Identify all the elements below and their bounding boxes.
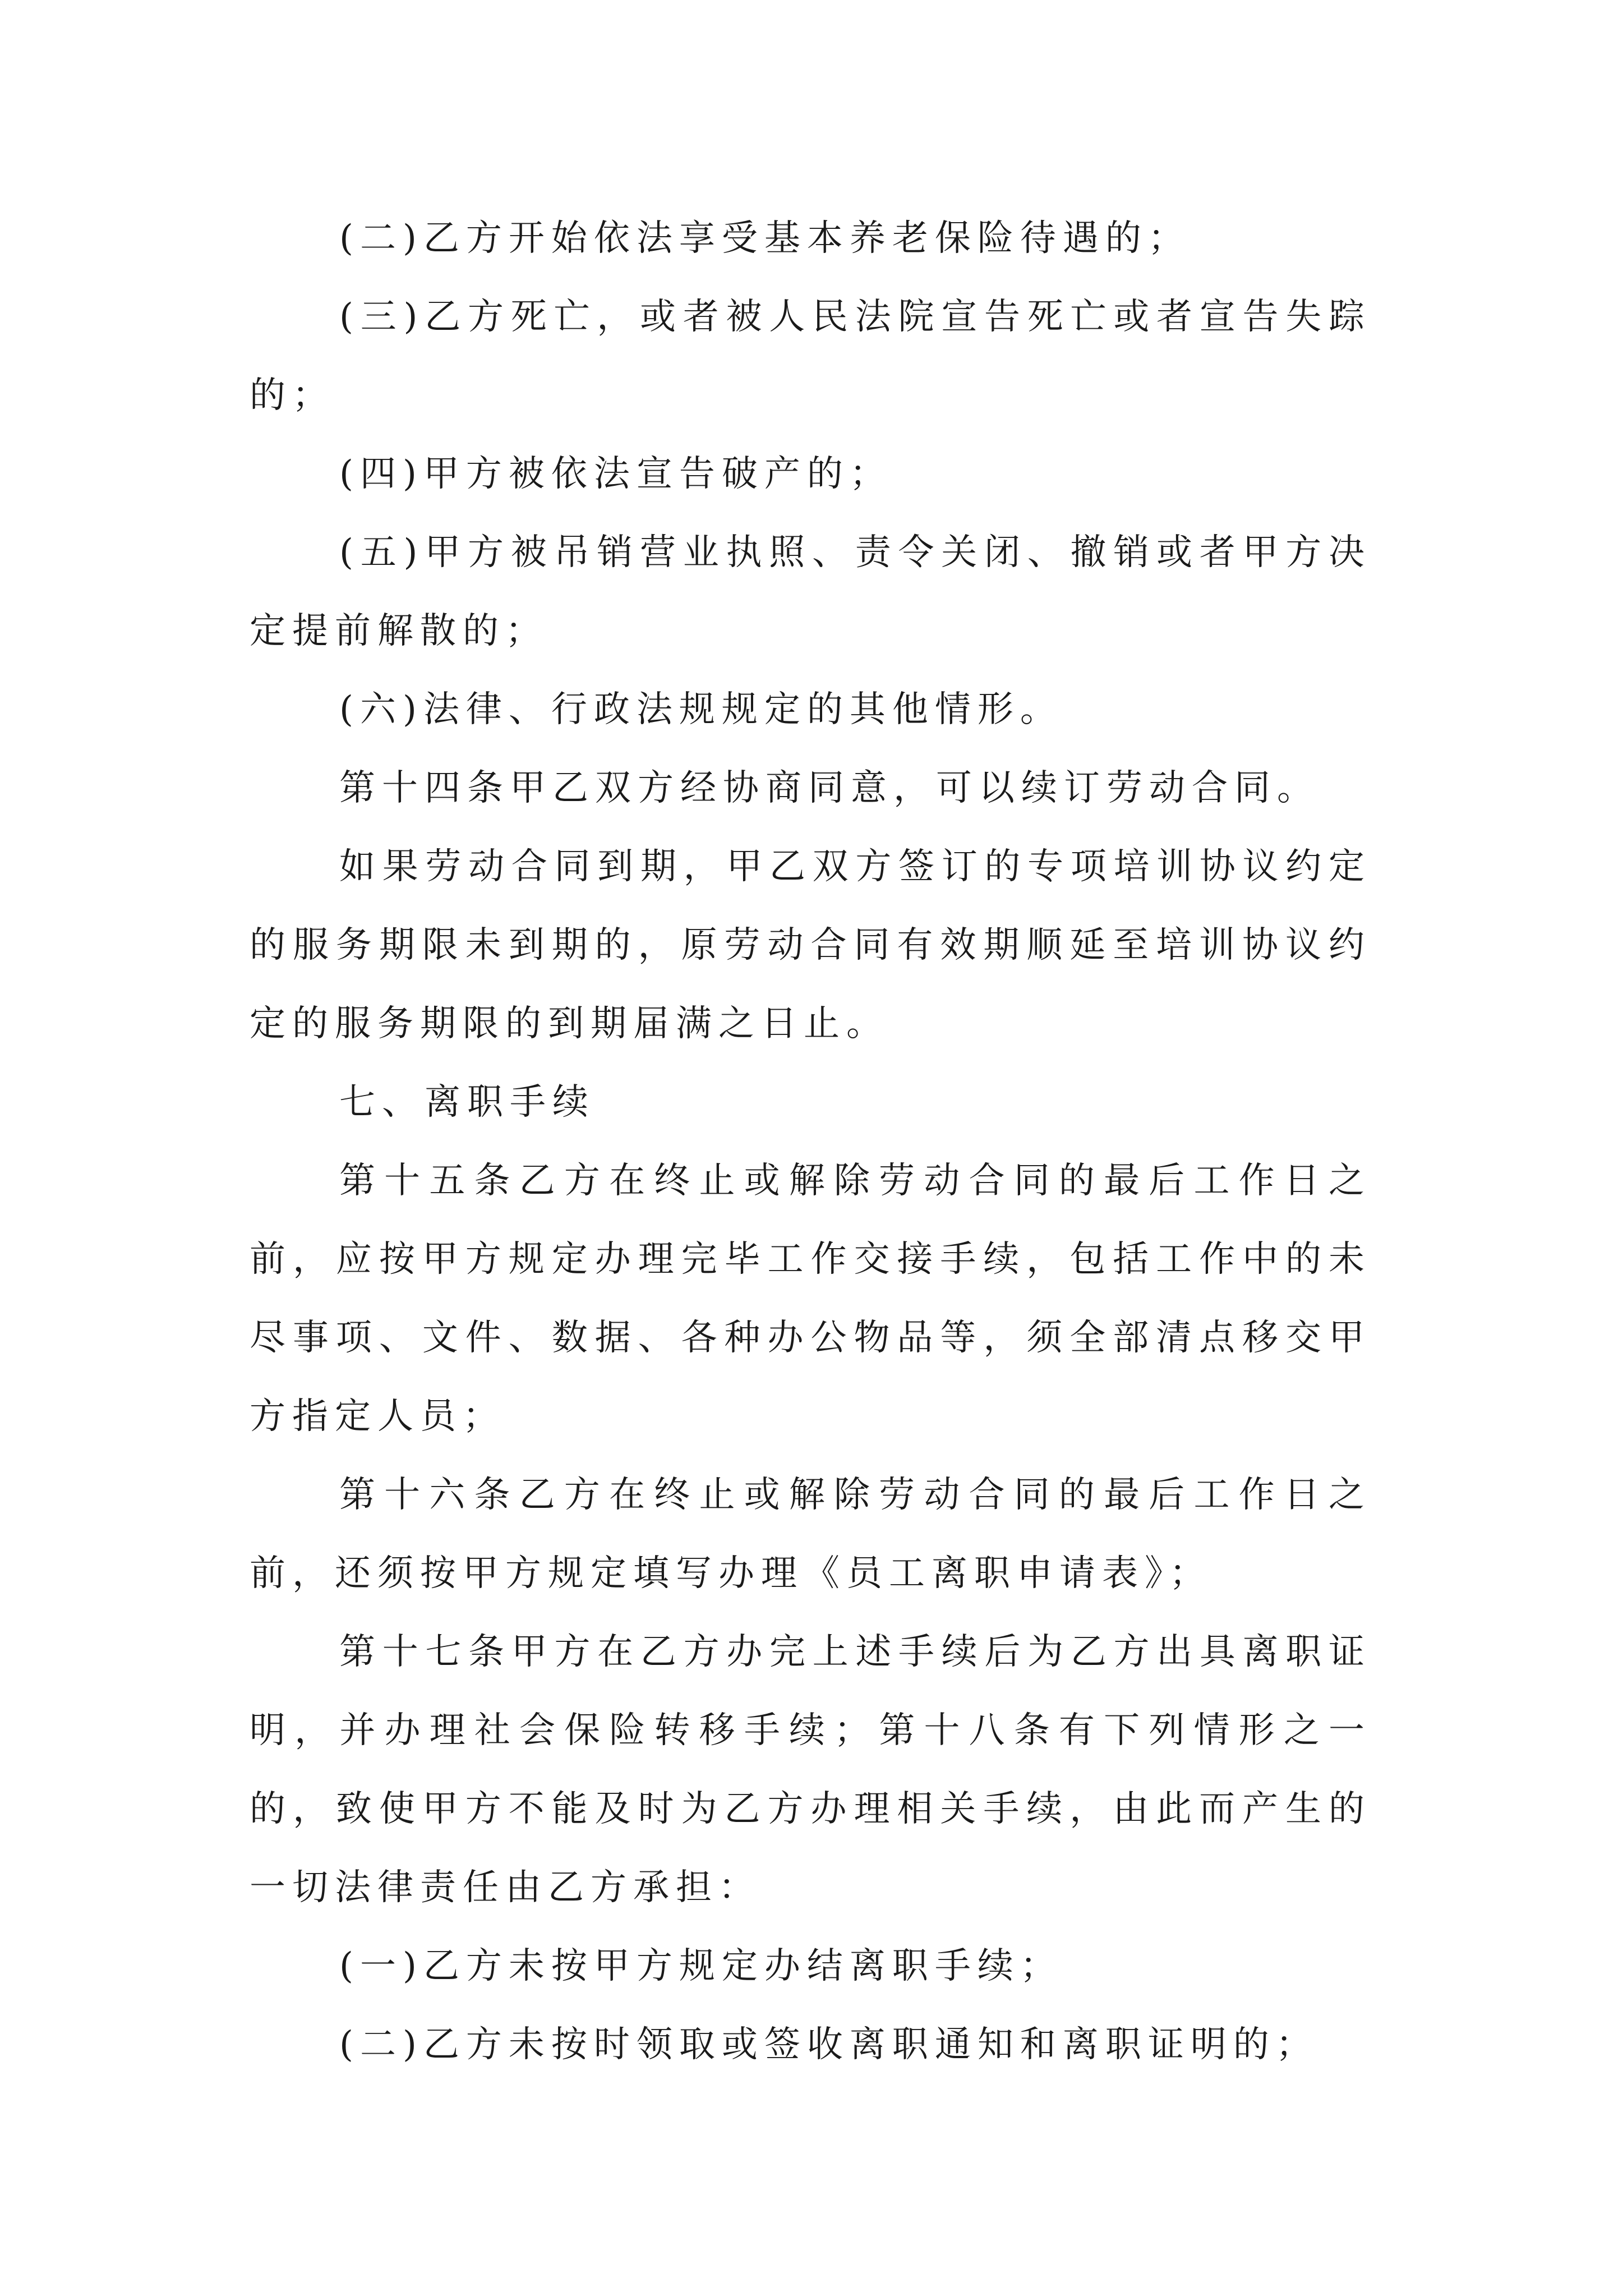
resignation-item-1: (一)乙方未按甲方规定办结离职手续； (339, 1945, 1063, 1987)
clause-item-4: (四)甲方被依法宣告破产的； (339, 453, 892, 495)
clause-item-6: (六)法律、行政法规规定的其他情形。 (339, 689, 1063, 730)
clause-item-5: (五)甲方被吊销营业执照、责令关闭、撤销或者甲方决定提前解散的； (250, 532, 1371, 652)
article-14-extension: 如果劳动合同到期，甲乙双方签订的专项培训协议约定的服务期限未到期的，原劳动合同有效期顺延至培训协议约定的服务期限的到期届满之日止。 (250, 846, 1371, 1045)
article-15: 第十五条乙方在终止或解除劳动合同的最后工作日之前，应按甲方规定办理完毕工作交接手续，包括工作中的未尽事项、文件、数据、各种办公物品等，须全部清点移交甲方指定人员； (250, 1160, 1371, 1437)
clause-item-2: (二)乙方开始依法享受基本养老保险待遇的； (339, 218, 1191, 259)
document-body (250, 199, 1371, 2084)
article-17-18: 第十七条甲方在乙方办完上述手续后为乙方出具离职证明，并办理社会保险转移手续；第十八条有下列情形之一的，致使甲方不能及时为乙方办理相关手续，由此而产生的一切法律责任由乙方承担： (250, 1631, 1371, 1908)
article-14: 第十四条甲乙双方经协商同意，可以续订劳动合同。 (339, 767, 1320, 809)
article-16: 第十六条乙方在终止或解除劳动合同的最后工作日之前，还须按甲方规定填写办理《员工离职申请表》； (250, 1474, 1371, 1594)
resignation-item-2: (二)乙方未按时领取或签收离职通知和离职证明的； (339, 2024, 1318, 2065)
section-heading-resignation: 七、离职手续 (339, 1082, 595, 1123)
clause-item-3: (三)乙方死亡，或者被人民法院宣告死亡或者宣告失踪的； (250, 296, 1371, 416)
